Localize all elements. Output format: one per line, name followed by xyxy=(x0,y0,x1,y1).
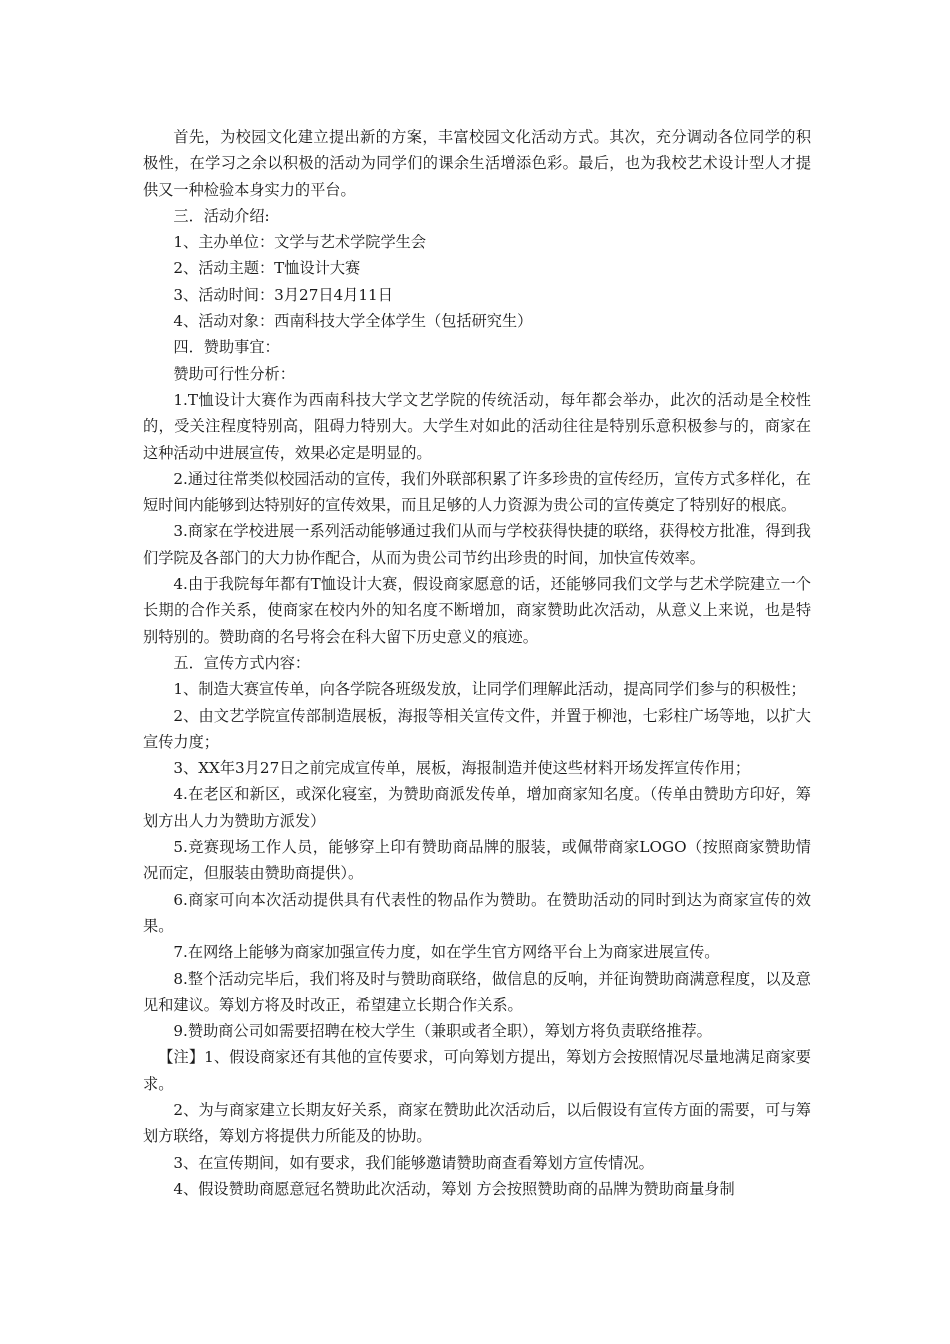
paragraph-intro: 首先，为校园文化建立提出新的方案，丰富校园文化活动方式。其次，充分调动各位同学的积极性，在学习之余以积极的活动为同学们的课余生活增添色彩。最后，也为我校艺术设计型人才提供又一种检验本身实力的平台。 xyxy=(143,128,811,199)
promotion-item-3: 3、XX年3月27日之前完成宣传单，展板，海报制造并使这些材料开场发挥宣传作用； xyxy=(173,759,751,778)
note-item-4: 4、假设赞助商愿意冠名赞助此次活动，筹划 方会按照赞助商的品牌为赞助商量身制 xyxy=(173,1179,735,1198)
list-item-theme: 2、活动主题：T恤设计大赛 xyxy=(173,259,361,278)
heading-promotion: 五．宣传方式内容： xyxy=(173,653,311,672)
heading-sponsorship: 四．赞助事宜： xyxy=(173,338,280,357)
feasibility-point-3: 3.商家在学校进展一系列活动能够通过我们从而与学校获得快捷的联络，获得校方批准，得到我们学院及各部门的大力协作配合，从而为贵公司节约出珍贵的时间，加快宣传效率。 xyxy=(143,522,811,567)
promotion-item-1: 1、制造大赛宣传单，向各学院各班级发放，让同学们理解此活动，提高同学们参与的积极性； xyxy=(173,680,806,699)
promotion-item-2: 2、由文艺学院宣传部制造展板，海报等相关宣传文件，并置于柳池，七彩柱广场等地，以扩大宣传力度； xyxy=(143,706,811,751)
list-item-organizer: 1、主办单位：文学与艺术学院学生会 xyxy=(173,233,427,252)
list-item-audience: 4、活动对象：西南科技大学全体学生（包括研究生） xyxy=(173,312,533,331)
promotion-item-4: 4.在老区和新区，或深化寝室，为赞助商派发传单，增加商家知名度。（传单由赞助方印好，筹划方出人力为赞助方派发） xyxy=(143,785,811,830)
note-item-2: 2、为与商家建立长期友好关系，商家在赞助此次活动后，以后假设有宣传方面的需要，可与筹划方联络，筹划方将提供力所能及的协助。 xyxy=(143,1100,811,1146)
list-item-time: 3、活动时间：3月27日4月11日 xyxy=(173,285,393,304)
feasibility-point-1: 1.T恤设计大赛作为西南科技大学文艺学院的传统活动，每年都会举办，此次的活动是全校性的，受关注程度特别高，阻碍力特别大。大学生对如此的活动往往是特别乐意积极参与的，商家在这种活动中进展宣传，效果必定是明显的。 xyxy=(143,390,811,462)
note-item-3: 3、在宣传期间，如有要求，我们能够邀请赞助商查看筹划方宣传情况。 xyxy=(173,1153,654,1172)
feasibility-point-2: 2.通过往常类似校园活动的宣传，我们外联部积累了许多珍贵的宣传经历，宣传方式多样化，在短时间内能够到达特别好的宣传效果，而且足够的人力资源为贵公司的宣传奠定了特别好的根底。 xyxy=(143,469,811,515)
promotion-item-9: 9.赞助商公司如需要招聘在校大学生（兼职或者全职），筹划方将负责联络推荐。 xyxy=(173,1022,712,1041)
heading-activity-intro: 三．活动介绍: xyxy=(173,206,270,225)
promotion-item-7: 7.在网络上能够为商家加强宣传力度，如在学生官方网络平台上为商家进展宣传。 xyxy=(173,943,720,962)
note-item-1: 【注】1、假设商家还有其他的宣传要求，可向筹划方提出，筹划方会按照情况尽量地满足商家要求。 xyxy=(143,1048,811,1093)
subheading-feasibility: 赞助可行性分析： xyxy=(173,364,295,383)
promotion-item-8: 8.整个活动完毕后，我们将及时与赞助商联络，做信息的反响，并征询赞助商满意程度，以及意见和建议。筹划方将及时改正，希望建立长期合作关系。 xyxy=(143,969,811,1014)
promotion-item-5: 5.竞赛现场工作人员，能够穿上印有赞助商品牌的服装，或佩带商家LOGO（按照商家赞助情况而定，但服装由赞助商提供）。 xyxy=(143,838,811,883)
feasibility-point-4: 4.由于我院每年都有T恤设计大赛，假设商家愿意的话，还能够同我们文学与艺术学院建立一个长期的合作关系，使商家在校内外的知名度不断增加，商家赞助此次活动，从意义上来说，也是特别特别的。赞助商的名号将会在科大留下历史意义的痕迹。 xyxy=(143,575,811,646)
document-page xyxy=(143,124,811,1202)
promotion-item-6: 6.商家可向本次活动提供具有代表性的物品作为赞助。在赞助活动的同时到达为商家宣传的效果。 xyxy=(143,890,811,935)
